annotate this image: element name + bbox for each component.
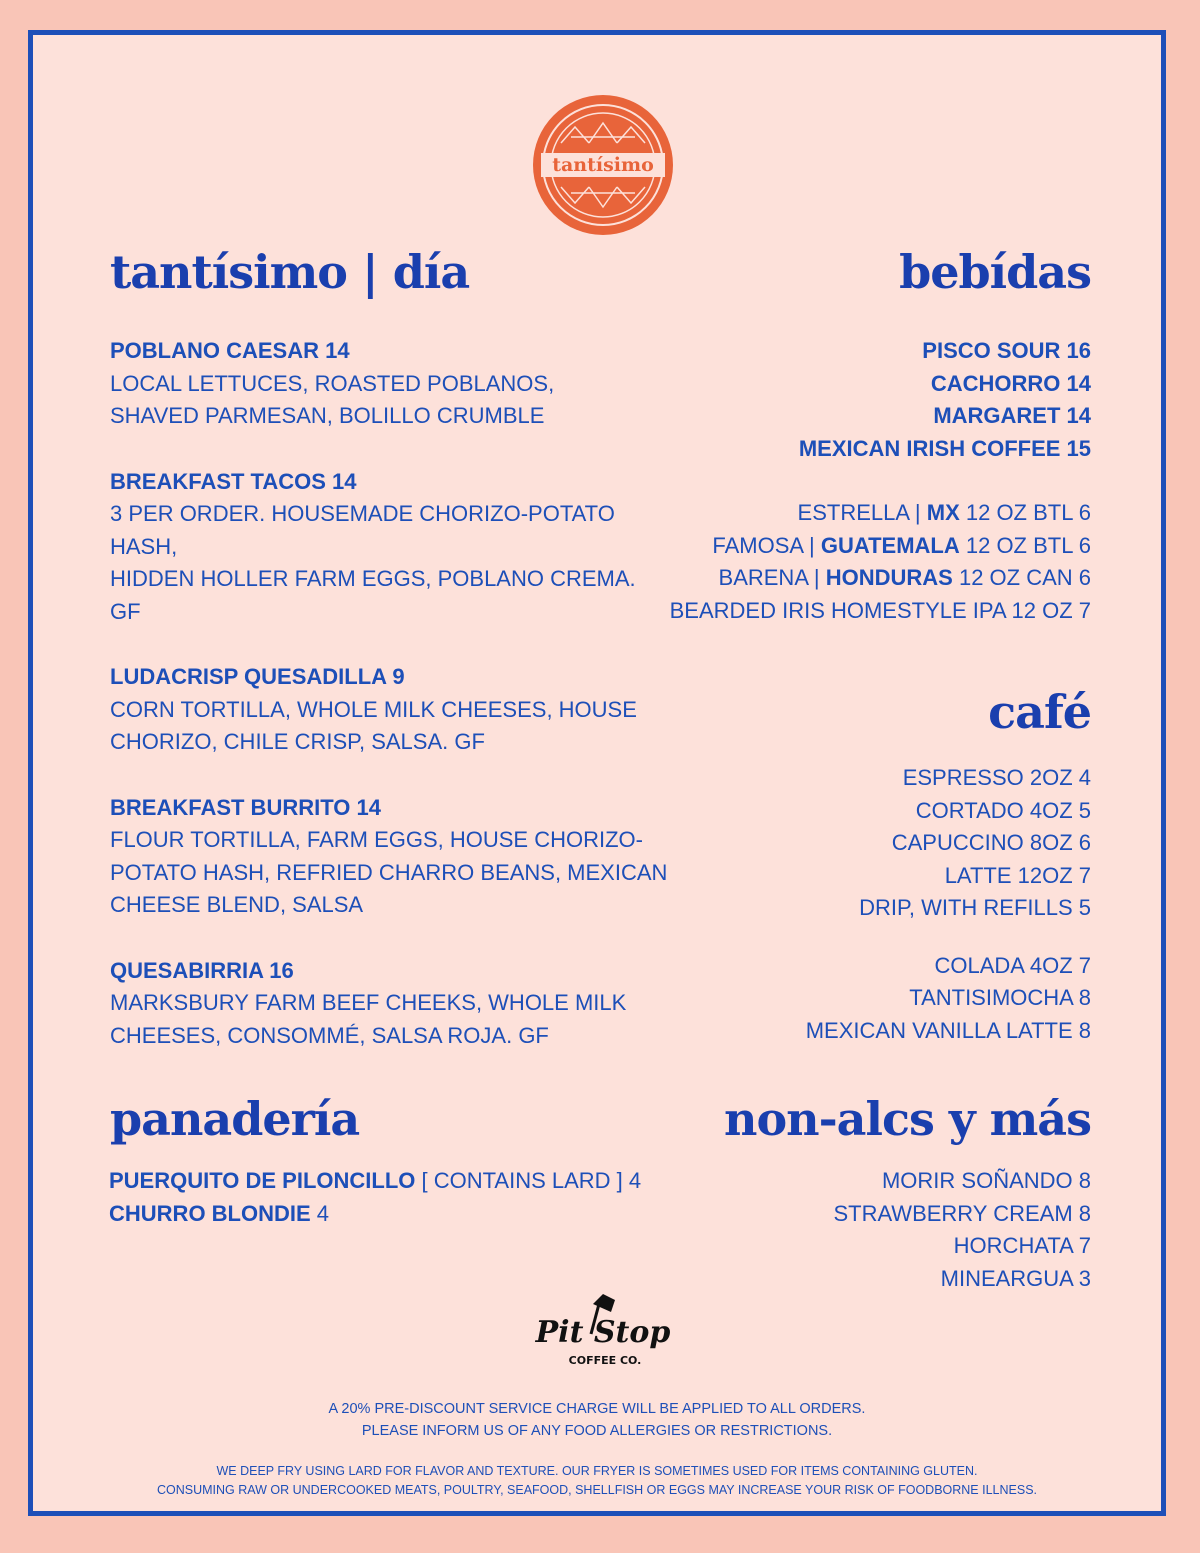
panaderia-heading: panadería bbox=[110, 1092, 360, 1146]
item-desc: 3 PER ORDER. HOUSEMADE CHORIZO-POTATO HASH, bbox=[110, 501, 615, 559]
nonalcs-heading: non-alcs y más bbox=[724, 1092, 1091, 1146]
logo-wordmark: tantísimo bbox=[552, 154, 654, 176]
item-name: QUESABIRRIA 16 bbox=[110, 957, 294, 983]
item-desc: CORN TORTILLA, WHOLE MILK CHEESES, HOUSE bbox=[110, 696, 637, 722]
bebidas-heading: bebídas bbox=[899, 245, 1091, 299]
cafe-item: DRIP, WITH REFILLS 5 bbox=[859, 895, 1091, 920]
cafe-item: MEXICAN VANILLA LATTE 8 bbox=[805, 1017, 1091, 1043]
service-notes bbox=[33, 1399, 1161, 1442]
cafe-item: CORTADO 4OZ 5 bbox=[915, 797, 1091, 823]
cafe-heading: café bbox=[988, 685, 1091, 739]
allergy-note: PLEASE INFORM US OF ANY FOOD ALLERGIES OR RESTRICTIONS. bbox=[361, 1422, 833, 1439]
cafe-menu bbox=[571, 762, 1091, 1047]
item-name: BREAKFAST TACOS 14 bbox=[110, 468, 357, 494]
item-desc: MARKSBURY FARM BEEF CHEEKS, WHOLE MILK bbox=[110, 990, 627, 1015]
nonalc-item: HORCHATA 7 bbox=[953, 1233, 1091, 1258]
bebidas-menu bbox=[571, 335, 1091, 627]
cocktail-item: MARGARET 14 bbox=[933, 403, 1091, 428]
nonalc-item: STRAWBERRY CREAM 8 bbox=[833, 1200, 1091, 1226]
item-desc: CHEESES, CONSOMMÉ, SALSA ROJA. GF bbox=[110, 1022, 549, 1048]
cafe-item: TANTISIMOCHA 8 bbox=[909, 985, 1091, 1010]
cocktail-item: CACHORRO 14 bbox=[930, 370, 1091, 396]
cocktail-item: PISCO SOUR 16 bbox=[922, 338, 1091, 363]
service-charge-note: A 20% PRE-DISCOUNT SERVICE CHARGE WILL BE APPLIED TO ALL ORDERS. bbox=[328, 1401, 866, 1417]
nonalc-item: MINEARGUA 3 bbox=[940, 1265, 1091, 1291]
item-desc: HIDDEN HOLLER FARM EGGS, POBLANO CREMA. GF bbox=[110, 566, 636, 624]
item-desc: LOCAL LETTUCES, ROASTED POBLANOS, bbox=[110, 370, 555, 396]
nonalc-item: MORIR SOÑANDO 8 bbox=[881, 1168, 1091, 1193]
cafe-item: CAPUCCINO 8OZ 6 bbox=[891, 830, 1091, 855]
nonalcs-menu bbox=[571, 1165, 1091, 1295]
pitstop-subtitle: COFFEE CO. bbox=[568, 1354, 642, 1367]
item-desc: SHAVED PARMESAN, BOLILLO CRUMBLE bbox=[110, 403, 545, 428]
pitstop-logo bbox=[533, 1290, 673, 1372]
cafe-item: ESPRESSO 2OZ 4 bbox=[902, 765, 1091, 790]
pitstop-wordmark: Pit Stop bbox=[535, 1315, 671, 1350]
beer-item: FAMOSA | GUATEMALA 12 OZ BTL 6 bbox=[712, 532, 1091, 558]
panaderia-item: CHURRO BLONDIE 4 bbox=[109, 1200, 330, 1226]
raw-food-note: CONSUMING RAW OR UNDERCOOKED MEATS, POULTRY, SEAFOOD, SHELLFISH OR EGGS MAY INCREASE YOUR RISK OF FOODBORNE ILLNESS. bbox=[156, 1483, 1038, 1497]
cocktail-item: MEXICAN IRISH COFFEE 15 bbox=[798, 435, 1091, 461]
item-desc: CHORIZO, CHILE CRISP, SALSA. GF bbox=[110, 729, 485, 754]
panaderia-menu bbox=[109, 1165, 641, 1230]
item-desc: CHEESE BLEND, SALSA bbox=[110, 892, 364, 917]
cafe-item: COLADA 4OZ 7 bbox=[934, 952, 1091, 978]
item-desc: FLOUR TORTILLA, FARM EGGS, HOUSE CHORIZO- bbox=[110, 827, 643, 852]
beer-item: BARENA | HONDURAS 12 OZ CAN 6 bbox=[718, 565, 1091, 590]
item-name: LUDACRISP QUESADILLA 9 bbox=[110, 664, 405, 689]
item-name: BREAKFAST BURRITO 14 bbox=[110, 794, 381, 820]
beer-item: ESTRELLA | MX 12 OZ BTL 6 bbox=[797, 500, 1091, 525]
fryer-note: WE DEEP FRY USING LARD FOR FLAVOR AND TEXTURE. OUR FRYER IS SOMETIMES USED FOR ITEMS CONTAINING GLUTEN. bbox=[216, 1464, 978, 1478]
dia-heading: tantísimo | día bbox=[110, 245, 470, 299]
menu-page bbox=[28, 30, 1166, 1516]
cafe-item: LATTE 12OZ 7 bbox=[944, 862, 1091, 888]
beer-item: BEARDED IRIS HOMESTYLE IPA 12 OZ 7 bbox=[669, 597, 1091, 623]
health-notes bbox=[33, 1462, 1161, 1500]
item-desc: POTATO HASH, REFRIED CHARRO BEANS, MEXICAN bbox=[110, 859, 668, 885]
tantisimo-logo bbox=[531, 93, 675, 237]
menu-item bbox=[110, 661, 670, 759]
panaderia-item: PUERQUITO DE PILONCILLO [ CONTAINS LARD ] 4 bbox=[109, 1168, 642, 1193]
item-name: POBLANO CAESAR 14 bbox=[110, 338, 350, 363]
